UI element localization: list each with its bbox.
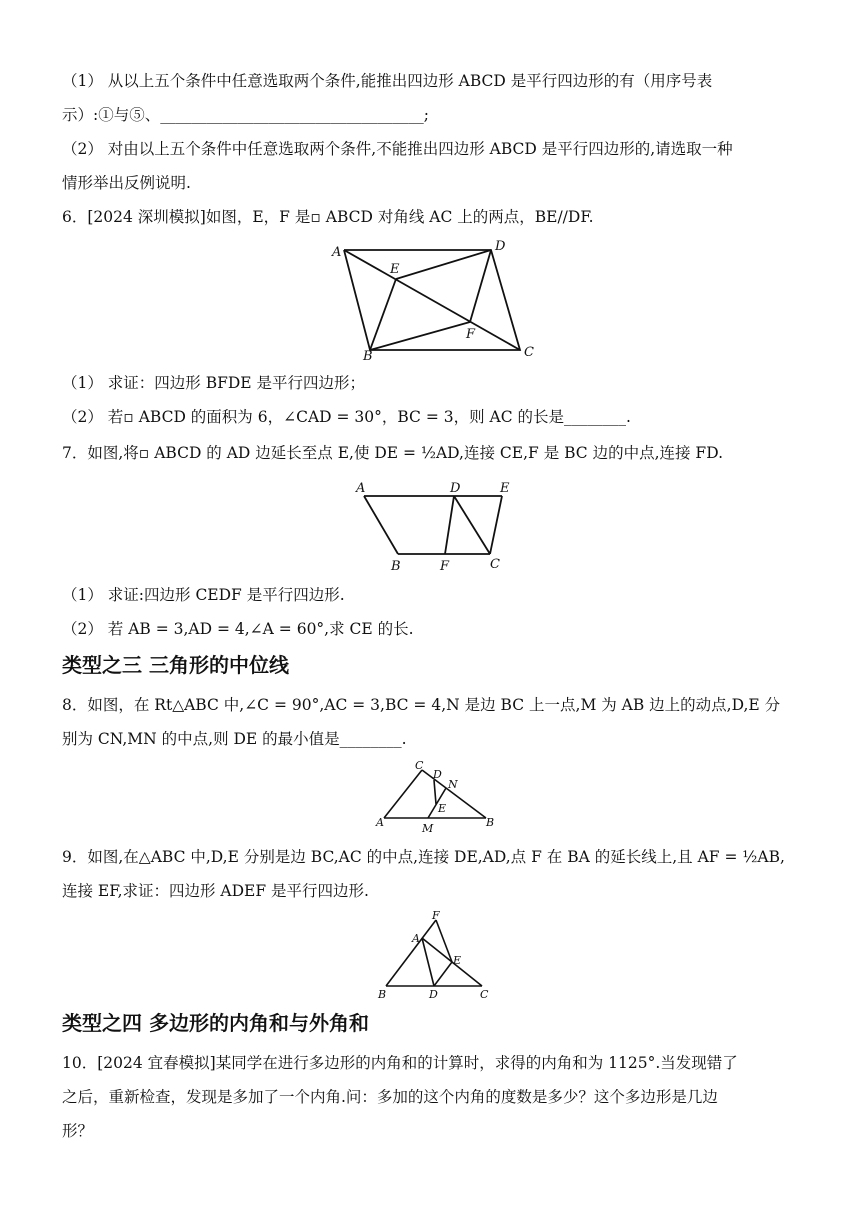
figure-q8	[370, 756, 500, 836]
q6-stem: 6．[2024 深圳模拟]如图，E，F 是▫ ABCD 对角线 AC 上的两点，BE//DF.	[62, 208, 594, 226]
fig7-label-F: F	[440, 559, 450, 574]
section-heading-4: 类型之四 多边形的内角和与外角和	[62, 1011, 369, 1035]
q10-stem-line3: 形？	[62, 1122, 94, 1140]
fig9-label-C: C	[480, 988, 489, 1001]
fig7-label-B: B	[391, 559, 401, 574]
fig6-label-C: C	[524, 345, 534, 360]
fig8-label-C: C	[415, 759, 424, 772]
fig8-label-B: B	[486, 816, 495, 829]
fig9-label-E: E	[453, 954, 462, 967]
q5-part2-line1: （2） 对由以上五个条件中任意选取两个条件,不能推出四边形 ABCD 是平行四边形的,请选取一种	[62, 140, 733, 158]
q6-part2: （2） 若▫ ABCD 的面积为 6，∠CAD = 30°，BC = 3，则 AC 的长是________.	[62, 408, 631, 426]
figure-q7	[350, 476, 520, 574]
fig9-label-D: D	[429, 988, 438, 1001]
q7-part2: （2） 若 AB = 3,AD = 4,∠A = 60°,求 CE 的长.	[62, 620, 414, 638]
q9-stem-line2: 连接 EF,求证：四边形 ADEF 是平行四边形.	[62, 882, 369, 900]
q7-part1: （1） 求证:四边形 CEDF 是平行四边形.	[62, 586, 345, 604]
fig6-label-F: F	[466, 327, 476, 342]
q5-part2-line2: 情形举出反例说明.	[62, 174, 191, 192]
fig8-label-D: D	[433, 768, 442, 781]
fig9-label-B: B	[378, 988, 387, 1001]
fig9-label-F: F	[432, 910, 440, 922]
fig6-label-B: B	[363, 349, 373, 362]
figure-q6	[330, 236, 540, 362]
fig8-label-A: A	[376, 816, 384, 829]
fig7-label-D: D	[450, 481, 461, 496]
fig6-label-A: A	[332, 245, 342, 260]
figure-q9	[372, 910, 498, 1002]
q6-part1: （1） 求证：四边形 BFDE 是平行四边形；	[62, 374, 366, 392]
fig7-label-C: C	[490, 557, 500, 572]
q8-stem-line1: 8．如图，在 Rt△ABC 中,∠C = 90°,AC = 3,BC = 4,N 是边 BC 上一点,M 为 AB 边上的动点,D,E 分	[62, 696, 781, 714]
fig6-label-D: D	[495, 239, 506, 254]
q9-stem-line1: 9．如图,在△ABC 中,D,E 分别是边 BC,AC 的中点,连接 DE,AD,点 F 在 BA 的延长线上,且 AF = ½AB,	[62, 848, 785, 866]
fig7-label-E: E	[500, 481, 510, 496]
fig8-label-E: E	[438, 802, 447, 815]
fig8-label-N: N	[448, 778, 458, 791]
section-heading-3: 类型之三 三角形的中位线	[62, 653, 289, 677]
fig8-label-M: M	[422, 822, 434, 835]
q10-stem-line2: 之后，重新检查，发现是多加了一个内角.问：多加的这个内角的度数是多少？这个多边形是几边	[62, 1088, 718, 1106]
q5-part1-line2: 示）:①与⑤、__________________________________;	[62, 106, 429, 124]
fig7-label-A: A	[356, 481, 366, 496]
fig9-label-A: A	[412, 932, 420, 945]
fig6-label-E: E	[390, 262, 400, 277]
q10-stem-line1: 10．[2024 宜春模拟]某同学在进行多边形的内角和的计算时，求得的内角和为 1125°.当发现错了	[62, 1054, 738, 1072]
q5-part1-line1: （1） 从以上五个条件中任意选取两个条件,能推出四边形 ABCD 是平行四边形的有（用序号表	[62, 72, 713, 90]
q8-stem-line2: 别为 CN,MN 的中点,则 DE 的最小值是________.	[62, 730, 407, 748]
q7-stem: 7．如图,将▫ ABCD 的 AD 边延长至点 E,使 DE = ½AD,连接 CE,F 是 BC 边的中点,连接 FD.	[62, 444, 723, 462]
